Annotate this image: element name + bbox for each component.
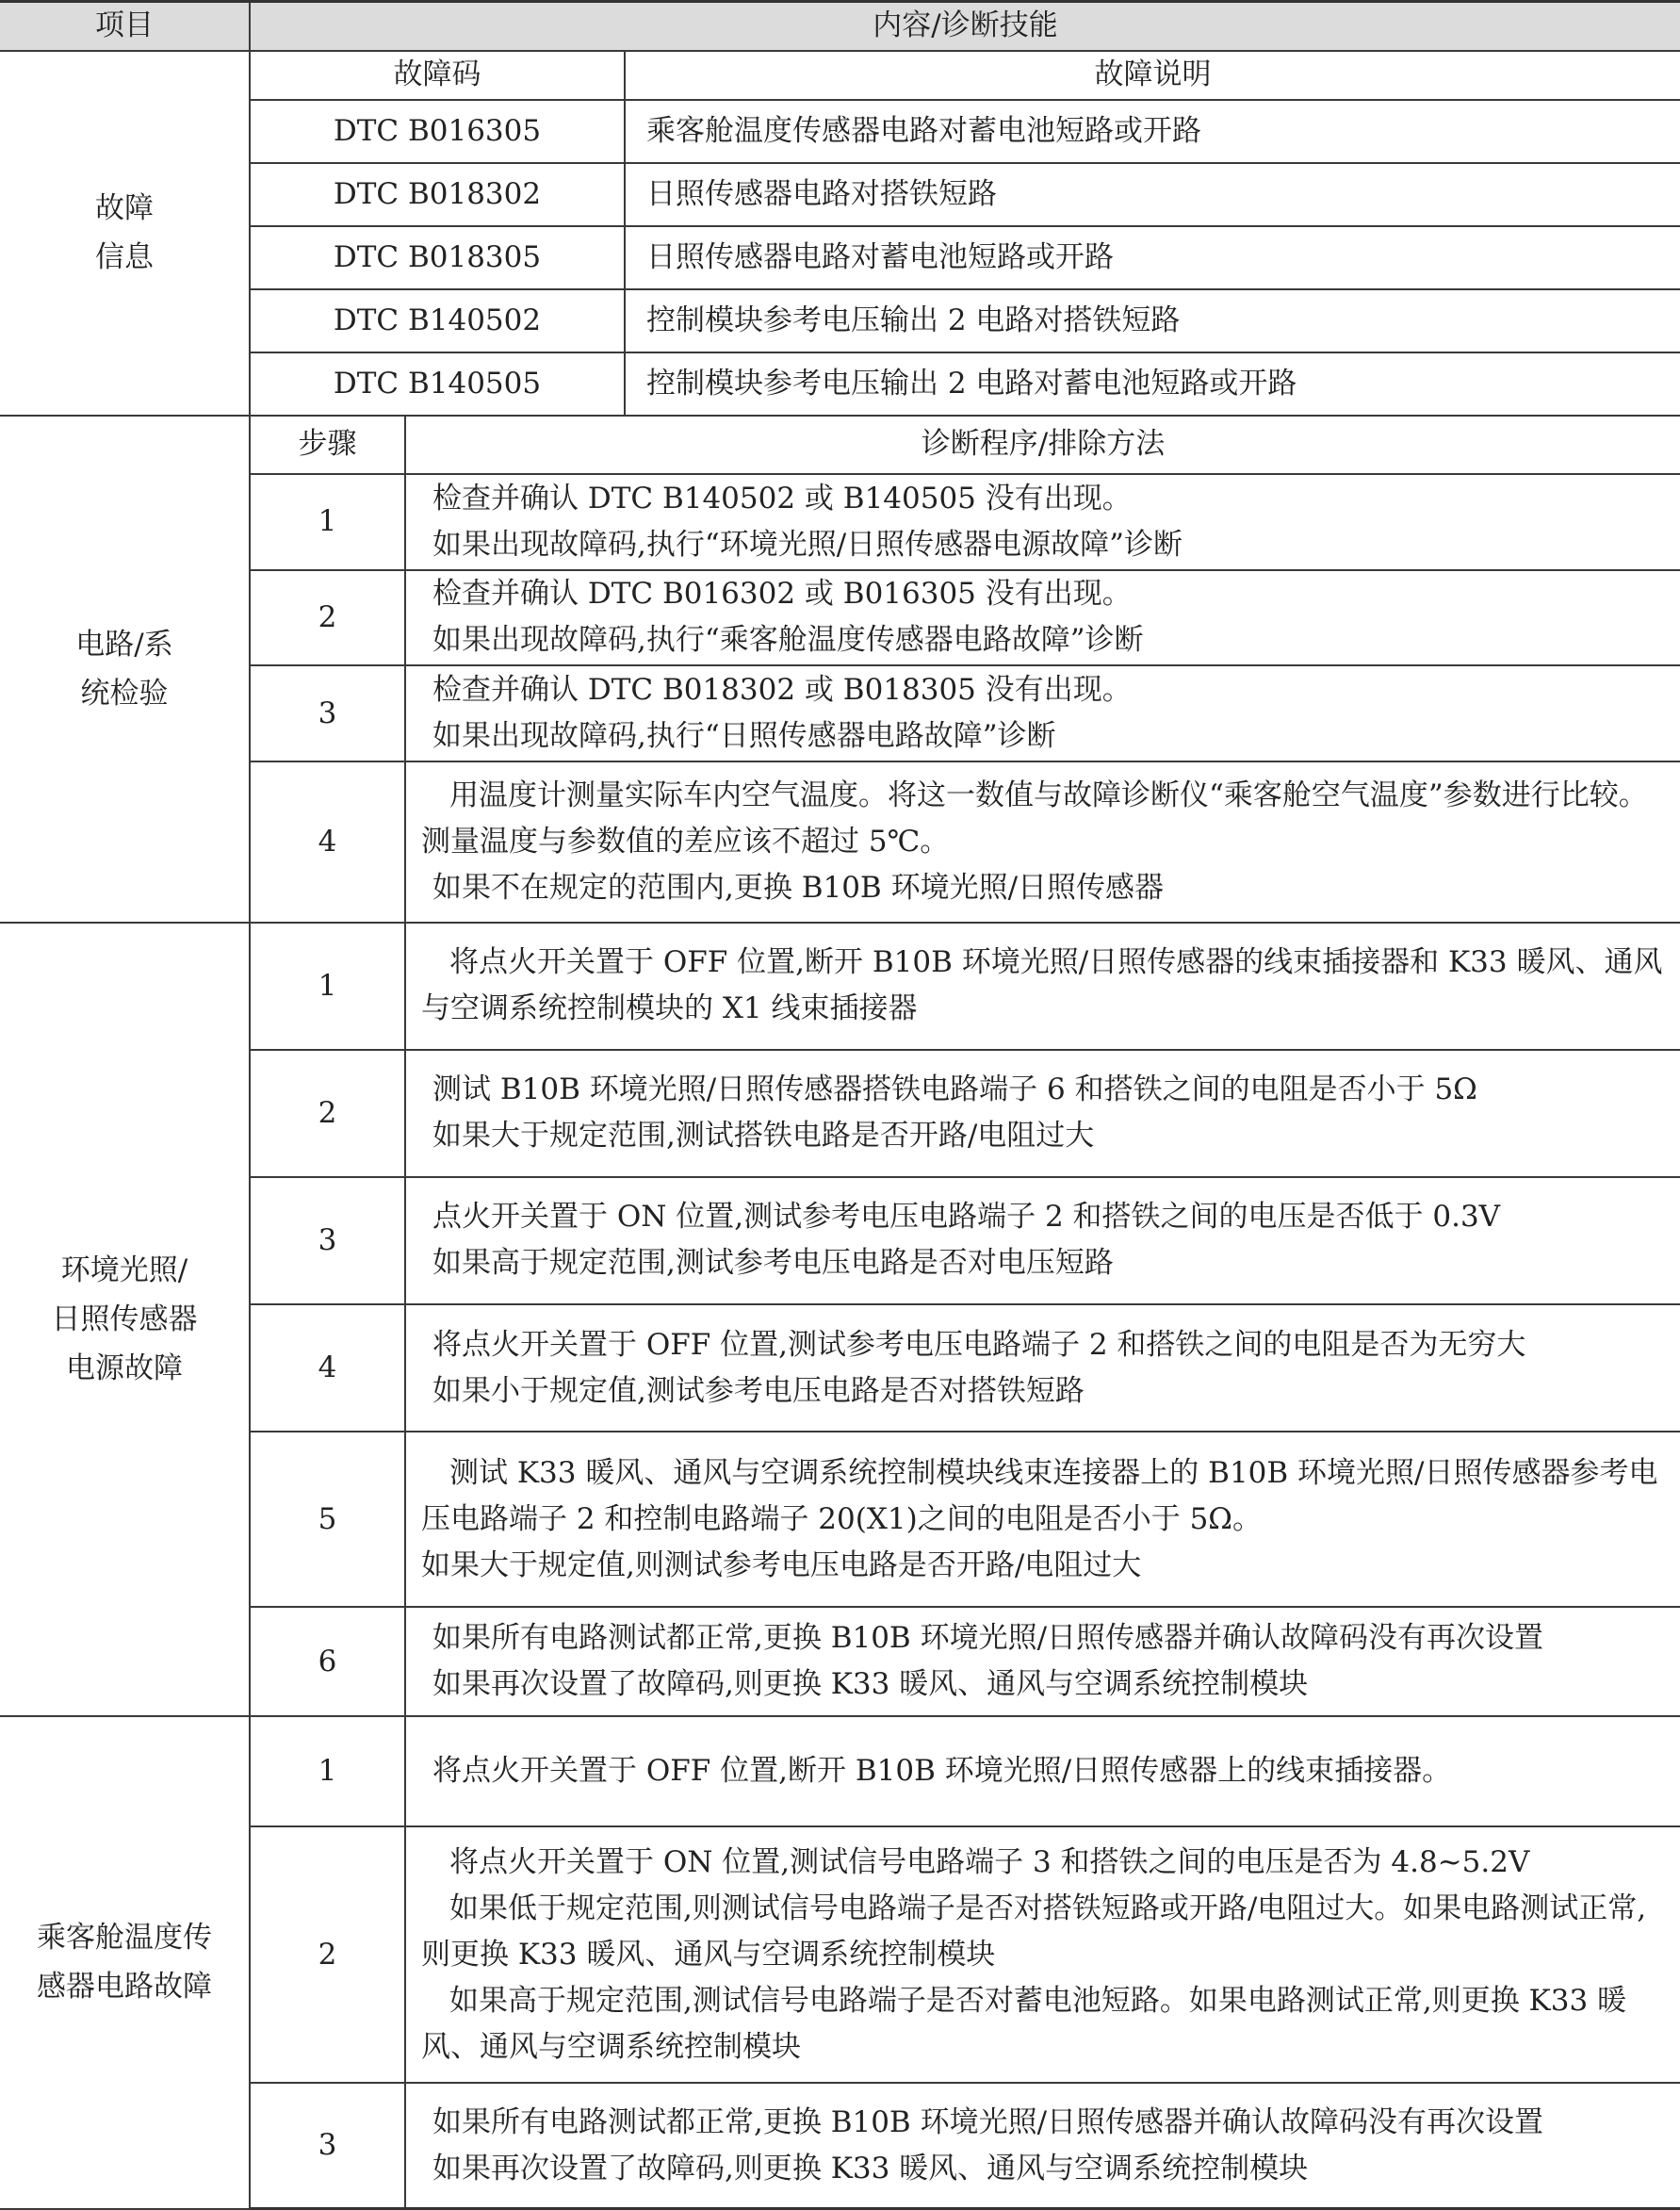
step-number: 2	[250, 570, 405, 666]
table-row	[0, 474, 1680, 570]
step-number: 3	[250, 665, 405, 761]
procedure-text: 测试 K33 暖风、通风与空调系统控制模块线束连接器上的 B10B 环境光照/日照传感器参考电压电路端子 2 和控制电路端子 20(X1)之间的电阻是否小于 5Ω。 如果大于规定值,则测试参考电压电路是否开路/电阻过大	[405, 1432, 1680, 1607]
section-label-fault-info: 故障 信息	[0, 51, 250, 416]
fault-code: DTC B018305	[250, 226, 625, 289]
table-row	[0, 1607, 1680, 1716]
fault-code-col-header: 故障码	[250, 51, 625, 100]
fault-desc: 日照传感器电路对搭铁短路	[625, 163, 1680, 226]
fault-code: DTC B140505	[250, 352, 625, 416]
procedure-text: 用温度计测量实际车内空气温度。将这一数值与故障诊断仪“乘客舱空气温度”参数进行比较。测量温度与参数值的差应该不超过 5℃。 如果不在规定的范围内,更换 B10B 环境光照/日照传感器	[405, 761, 1680, 923]
procedure-text: 如果所有电路测试都正常,更换 B10B 环境光照/日照传感器并确认故障码没有再次设置 如果再次设置了故障码,则更换 K33 暖风、通风与空调系统控制模块	[405, 1607, 1680, 1716]
step-number: 6	[250, 1607, 405, 1716]
table-row	[0, 100, 1680, 163]
table-row	[0, 570, 1680, 666]
section-label-circuit-check: 电路/系 统检验	[0, 416, 250, 923]
table-row	[0, 289, 1680, 352]
step-number: 3	[250, 1177, 405, 1304]
step-number: 4	[250, 1304, 405, 1432]
procedure-text: 检查并确认 DTC B018302 或 B018305 没有出现。 如果出现故障码,执行“日照传感器电路故障”诊断	[405, 665, 1680, 761]
step-number: 1	[250, 474, 405, 570]
table-row	[0, 352, 1680, 416]
procedure-text: 点火开关置于 ON 位置,测试参考电压电路端子 2 和搭铁之间的电压是否低于 0.3V 如果高于规定范围,测试参考电压电路是否对电压短路	[405, 1177, 1680, 1304]
fault-code: DTC B140502	[250, 289, 625, 352]
table-row	[0, 1716, 1680, 1826]
step-number: 5	[250, 1432, 405, 1607]
fault-desc: 控制模块参考电压输出 2 电路对蓄电池短路或开路	[625, 352, 1680, 416]
step-number: 2	[250, 1050, 405, 1177]
table-row	[0, 2083, 1680, 2208]
procedure-text: 测试 B10B 环境光照/日照传感器搭铁电路端子 6 和搭铁之间的电阻是否小于 5Ω 如果大于规定范围,测试搭铁电路是否开路/电阻过大	[405, 1050, 1680, 1177]
table-row	[0, 1432, 1680, 1607]
procedure-text: 将点火开关置于 OFF 位置,断开 B10B 环境光照/日照传感器上的线束插接器。	[405, 1716, 1680, 1826]
step-header-row	[0, 416, 1680, 474]
table-row	[0, 163, 1680, 226]
table-row	[0, 1304, 1680, 1432]
table-row	[0, 1050, 1680, 1177]
procedure-text: 将点火开关置于 OFF 位置,断开 B10B 环境光照/日照传感器的线束插接器和 K33 暖风、通风与空调系统控制模块的 X1 线束插接器	[405, 923, 1680, 1050]
table-row	[0, 761, 1680, 923]
procedure-text: 将点火开关置于 OFF 位置,测试参考电压电路端子 2 和搭铁之间的电阻是否为无穷大 如果小于规定值,测试参考电压电路是否对搭铁短路	[405, 1304, 1680, 1432]
procedure-text: 检查并确认 DTC B140502 或 B140505 没有出现。 如果出现故障码,执行“环境光照/日照传感器电源故障”诊断	[405, 474, 1680, 570]
fault-desc: 日照传感器电路对蓄电池短路或开路	[625, 226, 1680, 289]
step-number: 1	[250, 923, 405, 1050]
step-number: 4	[250, 761, 405, 923]
header-content: 内容/诊断技能	[250, 2, 1680, 51]
fault-desc: 控制模块参考电压输出 2 电路对搭铁短路	[625, 289, 1680, 352]
step-col-header: 步骤	[250, 416, 405, 474]
table-row	[0, 1826, 1680, 2083]
table-row	[0, 1177, 1680, 1304]
procedure-text: 将点火开关置于 ON 位置,测试信号电路端子 3 和搭铁之间的电压是否为 4.8~5.2V 如果低于规定范围,则测试信号电路端子是否对搭铁短路或开路/电阻过大。如果电路测试正常,则更换 K33 暖风、通风与空调系统控制模块 如果高于规定范围,测试信号电路端子是否对蓄电池短路。如果电路测试正常,则更换 K33 暖风、通风与空调系统控制模块	[405, 1826, 1680, 2083]
header-item: 项目	[0, 2, 250, 51]
step-number: 3	[250, 2083, 405, 2208]
table-row	[0, 923, 1680, 1050]
step-number: 2	[250, 1826, 405, 2083]
procedure-col-header: 诊断程序/排除方法	[405, 416, 1680, 474]
fault-desc: 乘客舱温度传感器电路对蓄电池短路或开路	[625, 100, 1680, 163]
step-number: 1	[250, 1716, 405, 1826]
section-label-power-fault: 环境光照/ 日照传感器 电源故障	[0, 923, 250, 1716]
fault-code: DTC B018302	[250, 163, 625, 226]
table-row	[0, 226, 1680, 289]
procedure-text: 检查并确认 DTC B016302 或 B016305 没有出现。 如果出现故障码,执行“乘客舱温度传感器电路故障”诊断	[405, 570, 1680, 666]
procedure-text: 如果所有电路测试都正常,更换 B10B 环境光照/日照传感器并确认故障码没有再次设置 如果再次设置了故障码,则更换 K33 暖风、通风与空调系统控制模块	[405, 2083, 1680, 2208]
fault-desc-col-header: 故障说明	[625, 51, 1680, 100]
section-label-cabin-temp-fault: 乘客舱温度传 感器电路故障	[0, 1716, 250, 2209]
fault-code-header-row	[0, 51, 1680, 100]
table-header-row	[0, 2, 1680, 51]
table-row	[0, 665, 1680, 761]
fault-code: DTC B016305	[250, 100, 625, 163]
